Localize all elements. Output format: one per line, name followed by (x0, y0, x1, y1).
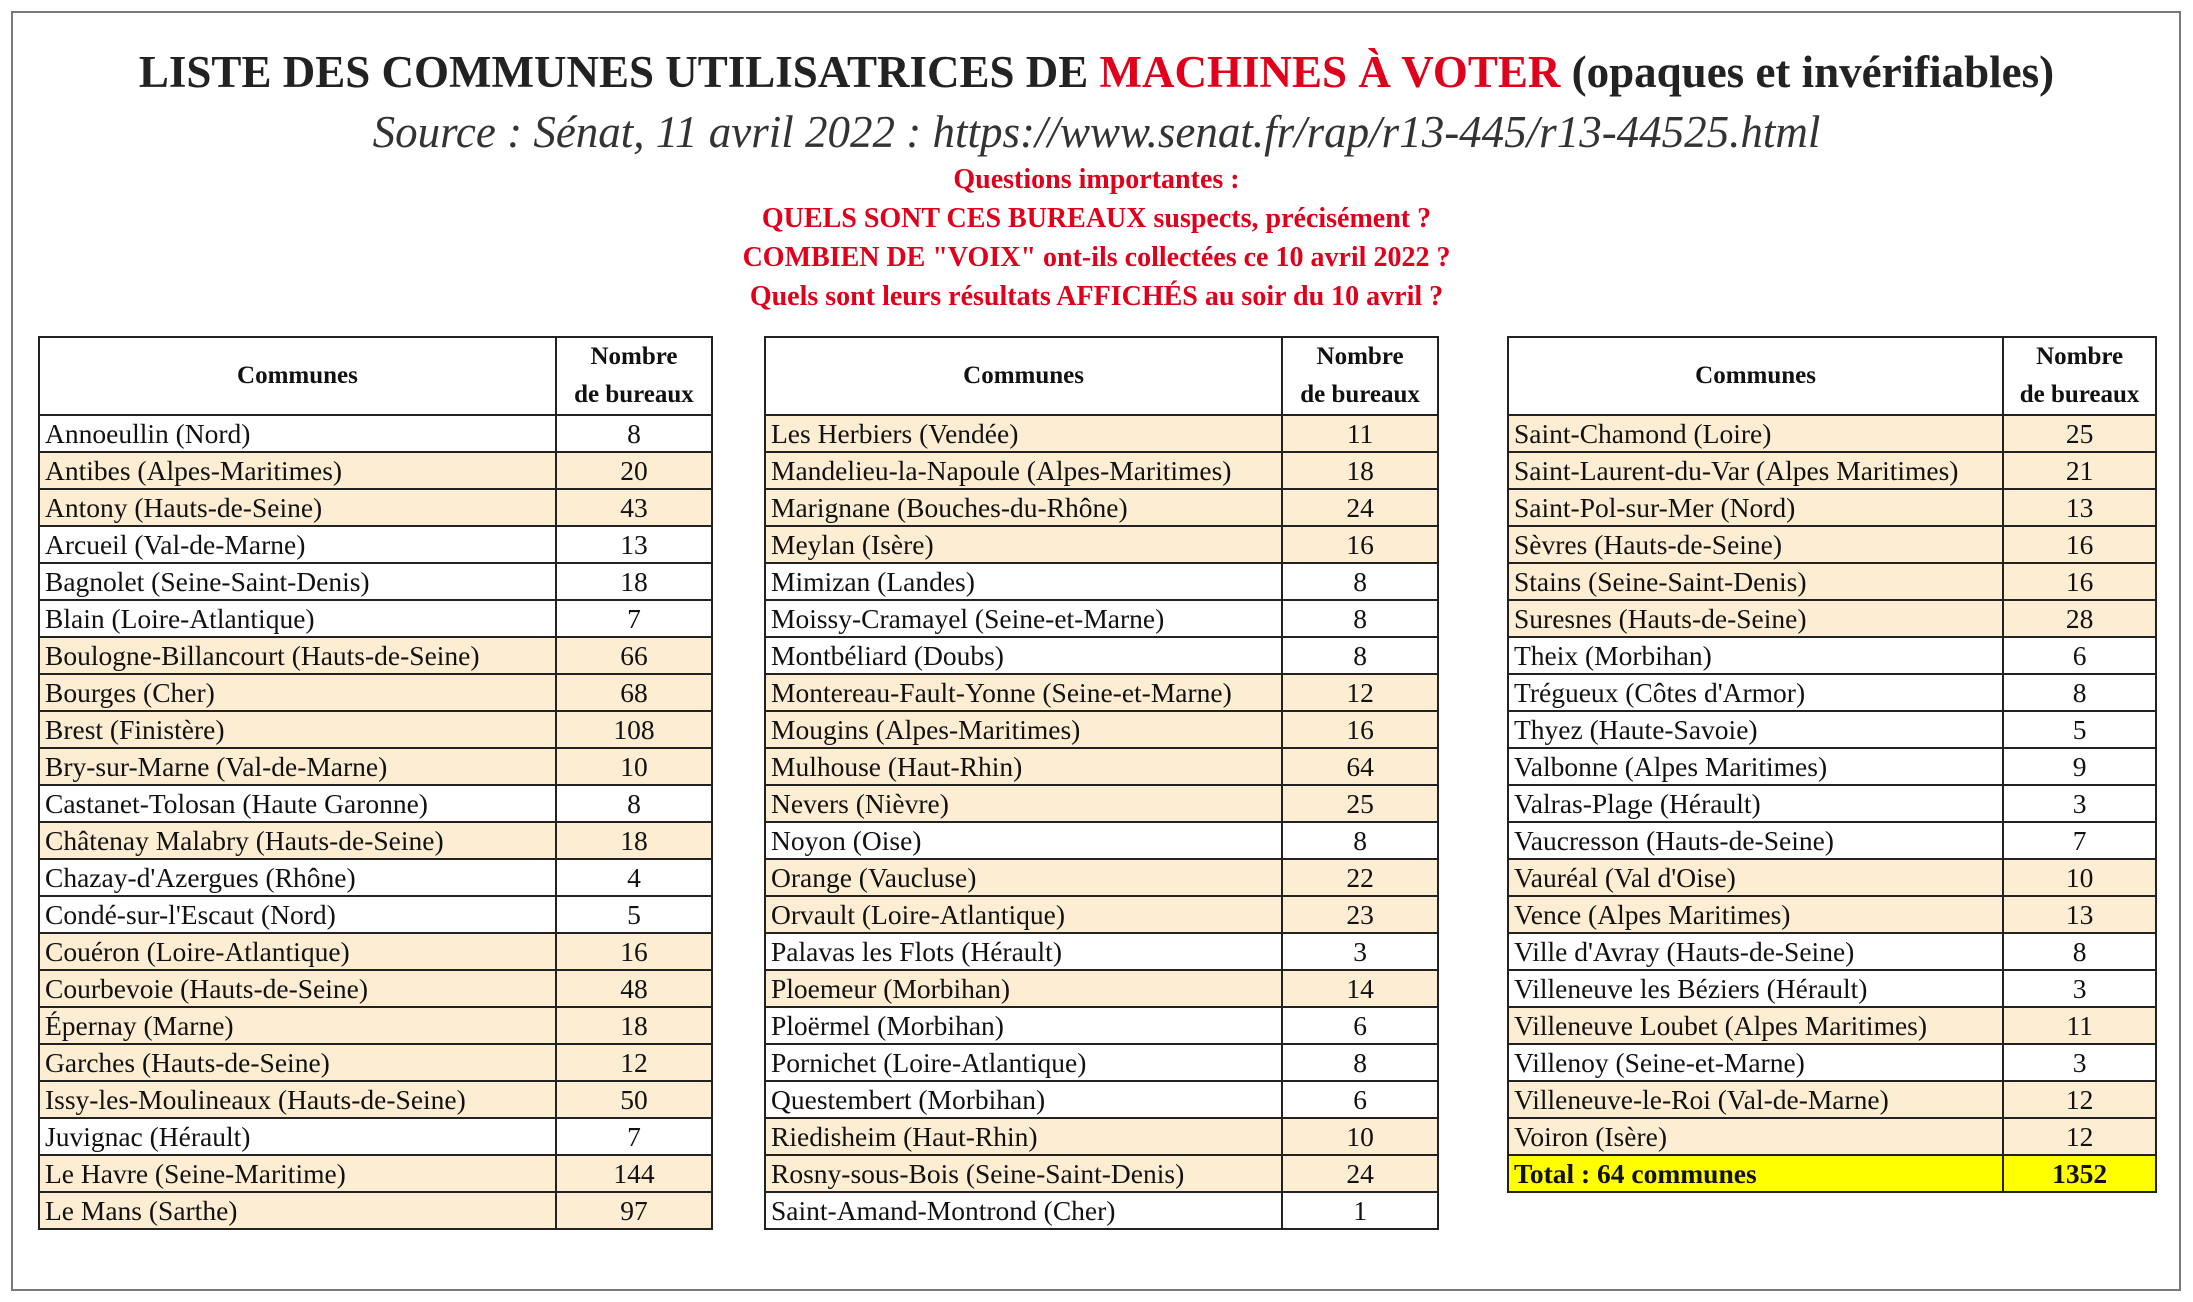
table-row (39, 1081, 712, 1118)
bureaux-count: 10 (1282, 1118, 1438, 1155)
communes-table-1 (38, 336, 713, 1230)
bureaux-count: 50 (556, 1081, 712, 1118)
table-row (1508, 970, 2156, 1007)
table-row (1508, 452, 2156, 489)
table-row (39, 637, 712, 674)
commune-name: Villeneuve-le-Roi (Val-de-Marne) (1508, 1081, 2003, 1118)
table-row (39, 526, 712, 563)
commune-name: Orange (Vaucluse) (765, 859, 1282, 896)
commune-name: Ville d'Avray (Hauts-de-Seine) (1508, 933, 2003, 970)
bureaux-count: 16 (2003, 563, 2156, 600)
bureaux-count: 48 (556, 970, 712, 1007)
commune-name: Vence (Alpes Maritimes) (1508, 896, 2003, 933)
bureaux-count: 3 (2003, 1044, 2156, 1081)
bureaux-count: 66 (556, 637, 712, 674)
bureaux-count: 8 (556, 415, 712, 452)
source-line: Source : Sénat, 11 avril 2022 : https://www.senat.fr/rap/r13-445/r13-44525.html (372, 107, 1821, 157)
table-row (1508, 748, 2156, 785)
commune-name: Suresnes (Hauts-de-Seine) (1508, 600, 2003, 637)
commune-name: Antony (Hauts-de-Seine) (39, 489, 556, 526)
table-row (765, 1007, 1438, 1044)
bureaux-count: 18 (556, 563, 712, 600)
commune-name: Annoeullin (Nord) (39, 415, 556, 452)
table-row (765, 970, 1438, 1007)
bureaux-count: 8 (1282, 563, 1438, 600)
commune-name: Le Mans (Sarthe) (39, 1192, 556, 1229)
table-row (765, 1044, 1438, 1081)
bureaux-count: 8 (2003, 933, 2156, 970)
bureaux-count: 10 (2003, 859, 2156, 896)
bureaux-count: 6 (1282, 1007, 1438, 1044)
bureaux-count: 8 (556, 785, 712, 822)
commune-name: Montbéliard (Doubs) (765, 637, 1282, 674)
total-label: Total : 64 communes (1508, 1155, 2003, 1192)
table-row (765, 1155, 1438, 1192)
commune-name: Villeneuve les Béziers (Hérault) (1508, 970, 2003, 1007)
commune-name: Saint-Laurent-du-Var (Alpes Maritimes) (1508, 452, 2003, 489)
commune-name: Bourges (Cher) (39, 674, 556, 711)
bureaux-count: 8 (2003, 674, 2156, 711)
commune-name: Meylan (Isère) (765, 526, 1282, 563)
bureaux-count: 8 (1282, 822, 1438, 859)
commune-name: Condé-sur-l'Escaut (Nord) (39, 896, 556, 933)
table-row (1508, 637, 2156, 674)
table-row (1508, 600, 2156, 637)
commune-name: Palavas les Flots (Hérault) (765, 933, 1282, 970)
commune-name: Theix (Morbihan) (1508, 637, 2003, 674)
table-row (39, 970, 712, 1007)
commune-name: Courbevoie (Hauts-de-Seine) (39, 970, 556, 1007)
bureaux-count: 7 (556, 600, 712, 637)
table-row (39, 822, 712, 859)
table-row (1508, 489, 2156, 526)
commune-name: Sèvres (Hauts-de-Seine) (1508, 526, 2003, 563)
table-row (39, 600, 712, 637)
bureaux-count: 1 (1282, 1192, 1438, 1229)
column-header-communes: Communes (765, 337, 1282, 415)
bureaux-count: 4 (556, 859, 712, 896)
commune-name: Thyez (Haute-Savoie) (1508, 711, 2003, 748)
title-main: LISTE DES COMMUNES UTILISATRICES DE (138, 47, 1100, 97)
commune-name: Saint-Pol-sur-Mer (Nord) (1508, 489, 2003, 526)
table-row (765, 785, 1438, 822)
commune-name: Orvault (Loire-Atlantique) (765, 896, 1282, 933)
bureaux-count: 108 (556, 711, 712, 748)
table-row (765, 600, 1438, 637)
commune-name: Riedisheim (Haut-Rhin) (765, 1118, 1282, 1155)
bureaux-count: 10 (556, 748, 712, 785)
commune-name: Rosny-sous-Bois (Seine-Saint-Denis) (765, 1155, 1282, 1192)
commune-name: Noyon (Oise) (765, 822, 1282, 859)
table-row (1508, 896, 2156, 933)
table-row (1508, 526, 2156, 563)
commune-name: Questembert (Morbihan) (765, 1081, 1282, 1118)
table-row (765, 526, 1438, 563)
commune-name: Ploemeur (Morbihan) (765, 970, 1282, 1007)
table-row (39, 674, 712, 711)
bureaux-count: 16 (556, 933, 712, 970)
commune-name: Nevers (Nièvre) (765, 785, 1282, 822)
commune-name: Montereau-Fault-Yonne (Seine-et-Marne) (765, 674, 1282, 711)
commune-name: Le Havre (Seine-Maritime) (39, 1155, 556, 1192)
column-header-communes: Communes (39, 337, 556, 415)
table-row (1508, 933, 2156, 970)
table-row (1508, 563, 2156, 600)
bureaux-count: 28 (2003, 600, 2156, 637)
commune-name: Antibes (Alpes-Maritimes) (39, 452, 556, 489)
bureaux-count: 21 (2003, 452, 2156, 489)
bureaux-count: 97 (556, 1192, 712, 1229)
table-row (1508, 711, 2156, 748)
commune-name: Bagnolet (Seine-Saint-Denis) (39, 563, 556, 600)
total-row (1508, 1155, 2156, 1192)
table-row (765, 415, 1438, 452)
table-row (39, 1155, 712, 1192)
table-row (765, 822, 1438, 859)
bureaux-count: 8 (1282, 637, 1438, 674)
bureaux-count: 3 (2003, 970, 2156, 1007)
question-2: COMBIEN DE "VOIX" ont-ils collectées ce 10 avril 2022 ? (742, 242, 1451, 273)
commune-name: Moissy-Cramayel (Seine-et-Marne) (765, 600, 1282, 637)
commune-name: Juvignac (Hérault) (39, 1118, 556, 1155)
table-row (765, 859, 1438, 896)
commune-name: Couéron (Loire-Atlantique) (39, 933, 556, 970)
table-row (765, 489, 1438, 526)
table-row (39, 452, 712, 489)
page-title (0, 46, 2193, 98)
table-row (1508, 1118, 2156, 1155)
bureaux-count: 12 (1282, 674, 1438, 711)
commune-name: Les Herbiers (Vendée) (765, 415, 1282, 452)
communes-table-3 (1507, 336, 2157, 1193)
table-row (765, 748, 1438, 785)
commune-name: Chazay-d'Azergues (Rhône) (39, 859, 556, 896)
commune-name: Stains (Seine-Saint-Denis) (1508, 563, 2003, 600)
table-row (39, 785, 712, 822)
bureaux-count: 18 (556, 822, 712, 859)
table-row (765, 1192, 1438, 1229)
title-end: (opaques et invérifiables) (1560, 47, 2055, 97)
commune-name: Villeneuve Loubet (Alpes Maritimes) (1508, 1007, 2003, 1044)
table-row (39, 711, 712, 748)
bureaux-count: 13 (2003, 896, 2156, 933)
bureaux-count: 11 (2003, 1007, 2156, 1044)
bureaux-count: 22 (1282, 859, 1438, 896)
bureaux-count: 13 (2003, 489, 2156, 526)
commune-name: Castanet-Tolosan (Haute Garonne) (39, 785, 556, 822)
bureaux-count: 6 (2003, 637, 2156, 674)
question-3: Quels sont leurs résultats AFFICHÉS au soir du 10 avril ? (749, 281, 1444, 312)
bureaux-count: 6 (1282, 1081, 1438, 1118)
bureaux-count: 20 (556, 452, 712, 489)
bureaux-count: 23 (1282, 896, 1438, 933)
table-row (39, 563, 712, 600)
question-1: QUELS SONT CES BUREAUX suspects, précisément ? (761, 203, 1432, 234)
commune-name: Garches (Hauts-de-Seine) (39, 1044, 556, 1081)
table-row (39, 859, 712, 896)
commune-name: Mandelieu-la-Napoule (Alpes-Maritimes) (765, 452, 1282, 489)
bureaux-count: 144 (556, 1155, 712, 1192)
table-row (1508, 859, 2156, 896)
commune-name: Pornichet (Loire-Atlantique) (765, 1044, 1282, 1081)
commune-name: Vaucresson (Hauts-de-Seine) (1508, 822, 2003, 859)
bureaux-count: 7 (2003, 822, 2156, 859)
bureaux-count: 8 (1282, 600, 1438, 637)
bureaux-count: 16 (1282, 711, 1438, 748)
table-row (39, 933, 712, 970)
table-row (1508, 822, 2156, 859)
bureaux-count: 3 (2003, 785, 2156, 822)
commune-name: Arcueil (Val-de-Marne) (39, 526, 556, 563)
table-row (1508, 1007, 2156, 1044)
table-row (1508, 785, 2156, 822)
bureaux-count: 12 (2003, 1081, 2156, 1118)
bureaux-count: 5 (2003, 711, 2156, 748)
table-row (765, 1081, 1438, 1118)
commune-name: Vauréal (Val d'Oise) (1508, 859, 2003, 896)
bureaux-count: 68 (556, 674, 712, 711)
bureaux-count: 16 (2003, 526, 2156, 563)
table-row (765, 1118, 1438, 1155)
bureaux-count: 14 (1282, 970, 1438, 1007)
table-row (765, 896, 1438, 933)
commune-name: Blain (Loire-Atlantique) (39, 600, 556, 637)
commune-name: Marignane (Bouches-du-Rhône) (765, 489, 1282, 526)
table-row (39, 489, 712, 526)
bureaux-count: 11 (1282, 415, 1438, 452)
commune-name: Saint-Amand-Montrond (Cher) (765, 1192, 1282, 1229)
commune-name: Boulogne-Billancourt (Hauts-de-Seine) (39, 637, 556, 674)
bureaux-count: 24 (1282, 1155, 1438, 1192)
bureaux-count: 7 (556, 1118, 712, 1155)
bureaux-count: 5 (556, 896, 712, 933)
table-row (39, 1118, 712, 1155)
commune-name: Trégueux (Côtes d'Armor) (1508, 674, 2003, 711)
bureaux-count: 13 (556, 526, 712, 563)
column-header-bureaux: Nombre de bureaux (556, 337, 712, 415)
commune-name: Ploërmel (Morbihan) (765, 1007, 1282, 1044)
table-row (39, 415, 712, 452)
communes-table-2 (764, 336, 1439, 1230)
bureaux-count: 64 (1282, 748, 1438, 785)
table-row (765, 674, 1438, 711)
table-row (39, 896, 712, 933)
bureaux-count: 9 (2003, 748, 2156, 785)
bureaux-count: 18 (556, 1007, 712, 1044)
table-row (1508, 674, 2156, 711)
commune-name: Voiron (Isère) (1508, 1118, 2003, 1155)
commune-name: Valbonne (Alpes Maritimes) (1508, 748, 2003, 785)
bureaux-count: 12 (556, 1044, 712, 1081)
table-row (39, 1044, 712, 1081)
bureaux-count: 25 (2003, 415, 2156, 452)
table-row (765, 452, 1438, 489)
commune-name: Mougins (Alpes-Maritimes) (765, 711, 1282, 748)
bureaux-count: 25 (1282, 785, 1438, 822)
column-header-bureaux: Nombre de bureaux (2003, 337, 2156, 415)
table-row (765, 637, 1438, 674)
bureaux-count: 24 (1282, 489, 1438, 526)
commune-name: Châtenay Malabry (Hauts-de-Seine) (39, 822, 556, 859)
commune-name: Mulhouse (Haut-Rhin) (765, 748, 1282, 785)
total-value: 1352 (2003, 1155, 2156, 1192)
commune-name: Saint-Chamond (Loire) (1508, 415, 2003, 452)
bureaux-count: 8 (1282, 1044, 1438, 1081)
table-row (765, 563, 1438, 600)
bureaux-count: 3 (1282, 933, 1438, 970)
table-row (39, 1007, 712, 1044)
table-row (1508, 415, 2156, 452)
table-row (1508, 1081, 2156, 1118)
bureaux-count: 12 (2003, 1118, 2156, 1155)
commune-name: Villenoy (Seine-et-Marne) (1508, 1044, 2003, 1081)
bureaux-count: 43 (556, 489, 712, 526)
table-row (39, 1192, 712, 1229)
table-row (1508, 1044, 2156, 1081)
column-header-communes: Communes (1508, 337, 2003, 415)
title-highlight: MACHINES À VOTER (1099, 47, 1561, 97)
table-row (765, 933, 1438, 970)
question-heading: Questions importantes : (953, 164, 1240, 195)
table-row (39, 748, 712, 785)
commune-name: Bry-sur-Marne (Val-de-Marne) (39, 748, 556, 785)
bureaux-count: 18 (1282, 452, 1438, 489)
commune-name: Épernay (Marne) (39, 1007, 556, 1044)
column-header-bureaux: Nombre de bureaux (1282, 337, 1438, 415)
commune-name: Issy-les-Moulineaux (Hauts-de-Seine) (39, 1081, 556, 1118)
commune-name: Brest (Finistère) (39, 711, 556, 748)
table-row (765, 711, 1438, 748)
bureaux-count: 16 (1282, 526, 1438, 563)
commune-name: Valras-Plage (Hérault) (1508, 785, 2003, 822)
commune-name: Mimizan (Landes) (765, 563, 1282, 600)
